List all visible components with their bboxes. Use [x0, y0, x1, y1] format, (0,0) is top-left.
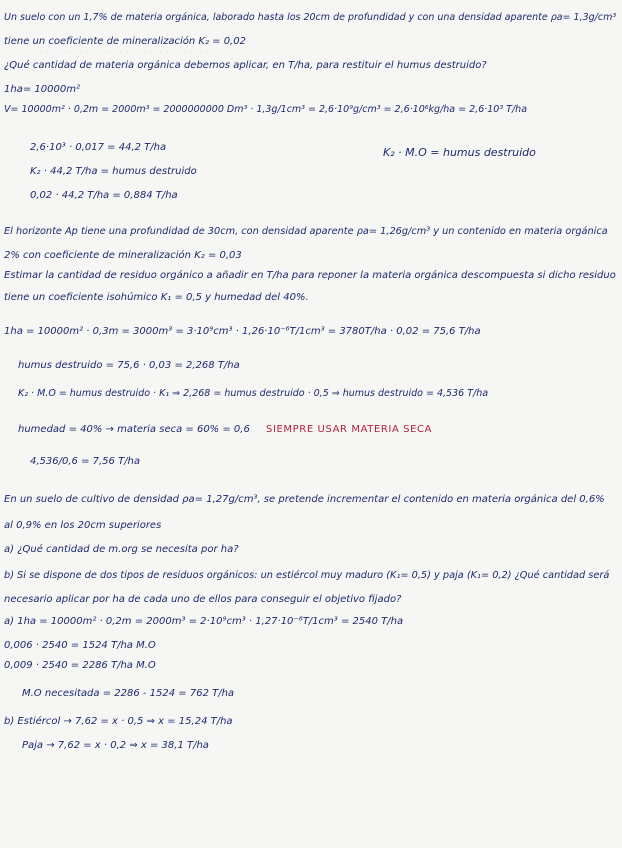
problem1-statement-line1: Un suelo con un 1,7% de materia orgánica, laborado hasta los 20cm de profundidad y con una densidad aparente ρa= 1,3g/cm³ — [4, 12, 617, 23]
problem2-humus-destroyed: humus destruido = 75,6 · 0,03 = 2,268 T/ha — [18, 360, 240, 371]
problem3-statement-line2: al 0,9% en los 20cm superiores — [4, 520, 162, 531]
problem2-statement-line3: Estimar la cantidad de residuo orgánico a añadir en T/ha para reponer la materia orgánica descompuesta si dicho residuo — [4, 270, 616, 281]
humus-formula: K₂ · 44,2 T/ha = humus destruido — [30, 166, 197, 177]
problem2-statement-line1: El horizonte Ap tiene una profundidad de 30cm, con densidad aparente ρa= 1,26g/cm³ y un contenido en materia orgánica — [4, 226, 608, 237]
problem3-statement-line1: En un suelo de cultivo de densidad ρa= 1,27g/cm³, se pretende incrementar el contenido en materia orgánica del 0,6% — [4, 494, 605, 505]
problem3-question-b-line1: b) Si se dispone de dos tipos de residuos orgánicos: un estiércol muy maduro (K₁= 0,5) y paja (K₁= 0,2) ¿Qué cantidad será — [4, 570, 610, 581]
problem2-mass-calc: 1ha = 10000m² · 0,3m = 3000m³ = 3·10⁹cm³ · 1,26·10⁻⁶T/1cm³ = 3780T/ha · 0,02 = 75,6 T/ha — [4, 326, 481, 337]
problem2-statement-line4: tiene un coeficiente isohúmico K₁ = 0,5 y humedad del 40%. — [4, 292, 309, 303]
area-conversion: 1ha= 10000m² — [4, 84, 80, 95]
problem1-result: 0,02 · 44,2 T/ha = 0,884 T/ha — [30, 190, 178, 201]
problem1-statement-line2: tiene un coeficiente de mineralización K₂ = 0,02 — [4, 36, 246, 47]
dry-matter-reminder: SIEMPRE USAR MATERIA SECA — [266, 424, 433, 435]
problem3-answer-a-mass: a) 1ha = 10000m² · 0,2m = 2000m³ = 2·10⁹cm³ · 1,27·10⁻⁶T/1cm³ = 2540 T/ha — [4, 616, 404, 627]
problem3-question-a: a) ¿Qué cantidad de m.org se necesita por ha? — [4, 544, 239, 555]
volume-calculation: V= 10000m² · 0,2m = 2000m³ = 2000000000 Dm³ · 1,3g/1cm³ = 2,6·10⁹g/cm³ = 2,6·10⁶kg/ha = 2,6·10³ T/ha — [4, 104, 528, 115]
problem3-answer-b-manure: b) Estiércol → 7,62 = x · 0,5 ⇒ x = 15,24 T/ha — [4, 716, 233, 727]
problem3-initial-om: 0,006 · 2540 = 1524 T/ha M.O — [4, 640, 156, 651]
problem3-target-om: 0,009 · 2540 = 2286 T/ha M.O — [4, 660, 156, 671]
problem2-statement-line2: 2% con coeficiente de mineralización K₂ = 0,03 — [4, 250, 242, 261]
bleed-through-text: · · · · · · · · · · · · · · · · · · · · · · · · · · · · · · · · — [40, 48, 221, 58]
organic-matter-calc: 2,6·10³ · 0,017 = 44,2 T/ha — [30, 142, 167, 153]
problem2-isohumic-calc: K₂ · M.O = humus destruido · K₁ ⇒ 2,268 = humus destruido · 0,5 ⇒ humus destruido = 4,536 T/ha — [18, 388, 489, 399]
problem3-question-b-line2: necesario aplicar por ha de cada uno de ellos para conseguir el objetivo fijado? — [4, 594, 402, 605]
problem2-dry-matter: humedad = 40% → materia seca = 60% = 0,6 — [18, 424, 250, 435]
problem2-result: 4,536/0,6 = 7,56 T/ha — [30, 456, 141, 467]
problem3-answer-b-straw: Paja → 7,62 = x · 0,2 ⇒ x = 38,1 T/ha — [22, 740, 209, 751]
boxed-formula: K₂ · M.O = humus destruido — [383, 146, 536, 159]
problem1-question: ¿Qué cantidad de materia orgánica debemos aplicar, en T/ha, para restituir el humus destruido? — [4, 60, 487, 71]
problem3-om-needed: M.O necesitada = 2286 - 1524 = 762 T/ha — [22, 688, 235, 699]
